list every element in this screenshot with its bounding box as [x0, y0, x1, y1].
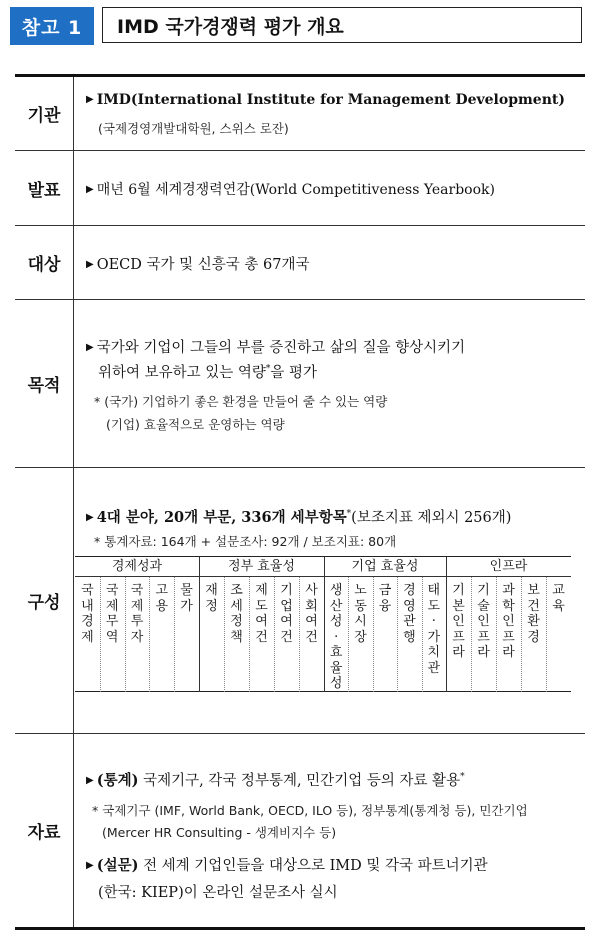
row-data — [15, 734, 585, 927]
institution-name: IMD(International Institute for Management Development) — [96, 92, 565, 108]
purpose-line-2: 위하여 보유하고 있는 역량 — [98, 365, 266, 381]
triangle-right-icon: ▶ — [86, 860, 94, 871]
purpose-note-1: * (국가) 기업하기 좋은 환경을 만들어 줄 수 있는 역량 — [94, 394, 388, 409]
factor-item: 보 건 환 경 — [527, 583, 540, 645]
row-label: 자료 — [15, 734, 74, 927]
factor-group-header: 정부 효율성 — [199, 557, 324, 577]
footnote-mark: * — [346, 509, 352, 520]
factor-item: 과 학 인프 라 — [502, 583, 515, 660]
factor-group-header: 인프라 — [446, 557, 571, 577]
release-text: 매년 6월 세계경쟁력연감(World Competitiveness Yearbook) — [96, 182, 495, 198]
factor-item: 국 내 경 제 — [81, 583, 94, 645]
composition-detail: (보조지표 제외시 256개) — [351, 510, 512, 526]
factor-item: 금 융 — [378, 583, 392, 614]
row-label: 구성 — [15, 468, 74, 733]
factor-item: 국 제 투 자 — [130, 583, 144, 645]
group-divider — [199, 557, 200, 692]
factor-group-header: 경제성과 — [75, 557, 199, 577]
purpose-line-2-end: 을 평가 — [270, 365, 318, 381]
factor-item: 국 제 무 역 — [105, 583, 119, 645]
factor-table — [75, 556, 571, 692]
row-purpose — [15, 300, 585, 468]
purpose-note-2: (기업) 효율적으로 운영하는 역량 — [106, 417, 285, 432]
stat-tag: (통계) — [96, 772, 139, 789]
composition-note: * 통계자료: 164개 + 설문조사: 92개 / 보조지표: 80개 — [94, 534, 397, 549]
triangle-right-icon: ▶ — [86, 342, 94, 353]
factor-item: 경 영 관 행 — [403, 583, 416, 645]
triangle-right-icon: ▶ — [86, 512, 94, 523]
triangle-right-icon: ▶ — [86, 184, 94, 195]
factor-item: 노 동 시 장 — [354, 583, 367, 645]
factor-item: 제 도 여 건 — [255, 583, 268, 645]
factor-item: 태 도 · 가 치 관 — [427, 583, 441, 676]
factor-item: 고 용 — [155, 583, 169, 614]
institution-desc: (국제경영개발대학원, 스위스 로잔) — [98, 121, 289, 136]
row-label: 발표 — [15, 151, 74, 225]
survey-text: 전 세계 기업인들을 대상으로 IMD 및 각국 파트너기관 — [143, 858, 488, 874]
triangle-right-icon: ▶ — [86, 775, 94, 786]
composition-summary: 4대 분야, 20개 부문, 336개 세부항목 — [96, 509, 347, 526]
row-label: 대상 — [15, 226, 74, 299]
factor-item: 조 세 정 책 — [230, 583, 243, 645]
row-target — [15, 226, 585, 300]
reference-badge: 참고 1 — [10, 7, 94, 45]
factor-item: 기 술 인프 라 — [477, 583, 490, 660]
row-release — [15, 151, 585, 226]
row-label: 기관 — [15, 77, 74, 150]
footnote-mark: * — [265, 364, 271, 375]
factor-item: 사 회 여 건 — [305, 583, 318, 645]
stat-note-1: * 국제기구 (IMF, World Bank, OECD, ILO 등), 정부통계(통계청 등), 민간기업 — [92, 803, 528, 818]
overview-table — [15, 74, 585, 930]
survey-tag: (설문) — [96, 857, 139, 874]
triangle-right-icon: ▶ — [86, 259, 94, 270]
footnote-mark: * — [460, 772, 465, 783]
factor-item: 재 정 — [205, 583, 218, 614]
stat-note-2: (Mercer HR Consulting - 생계비지수 등) — [102, 825, 337, 840]
factor-item: 교 육 — [552, 583, 565, 614]
factor-item: 기 본 인프 라 — [452, 583, 465, 660]
factor-group-header: 기업 효율성 — [324, 557, 446, 577]
row-label: 목적 — [15, 300, 74, 467]
page-title: IMD 국가경쟁력 평가 개요 — [102, 7, 582, 43]
factor-item: 물 가 — [180, 583, 193, 614]
target-text: OECD 국가 및 신흥국 총 67개국 — [96, 257, 310, 273]
factor-item: 기 업 여 건 — [280, 583, 293, 645]
triangle-right-icon: ▶ — [86, 94, 94, 105]
stat-text: 국제기구, 각국 정부통계, 민간기업 등의 자료 활용 — [143, 773, 461, 789]
purpose-line-1: 국가와 기업이 그들의 부를 증진하고 삶의 질을 향상시키기 — [96, 340, 466, 356]
survey-line-2: (한국: KIEP)이 온라인 설문조사 실시 — [98, 885, 338, 901]
factor-item: 생 산 성 · 효 율 성 — [329, 583, 343, 691]
row-institution — [15, 77, 585, 151]
